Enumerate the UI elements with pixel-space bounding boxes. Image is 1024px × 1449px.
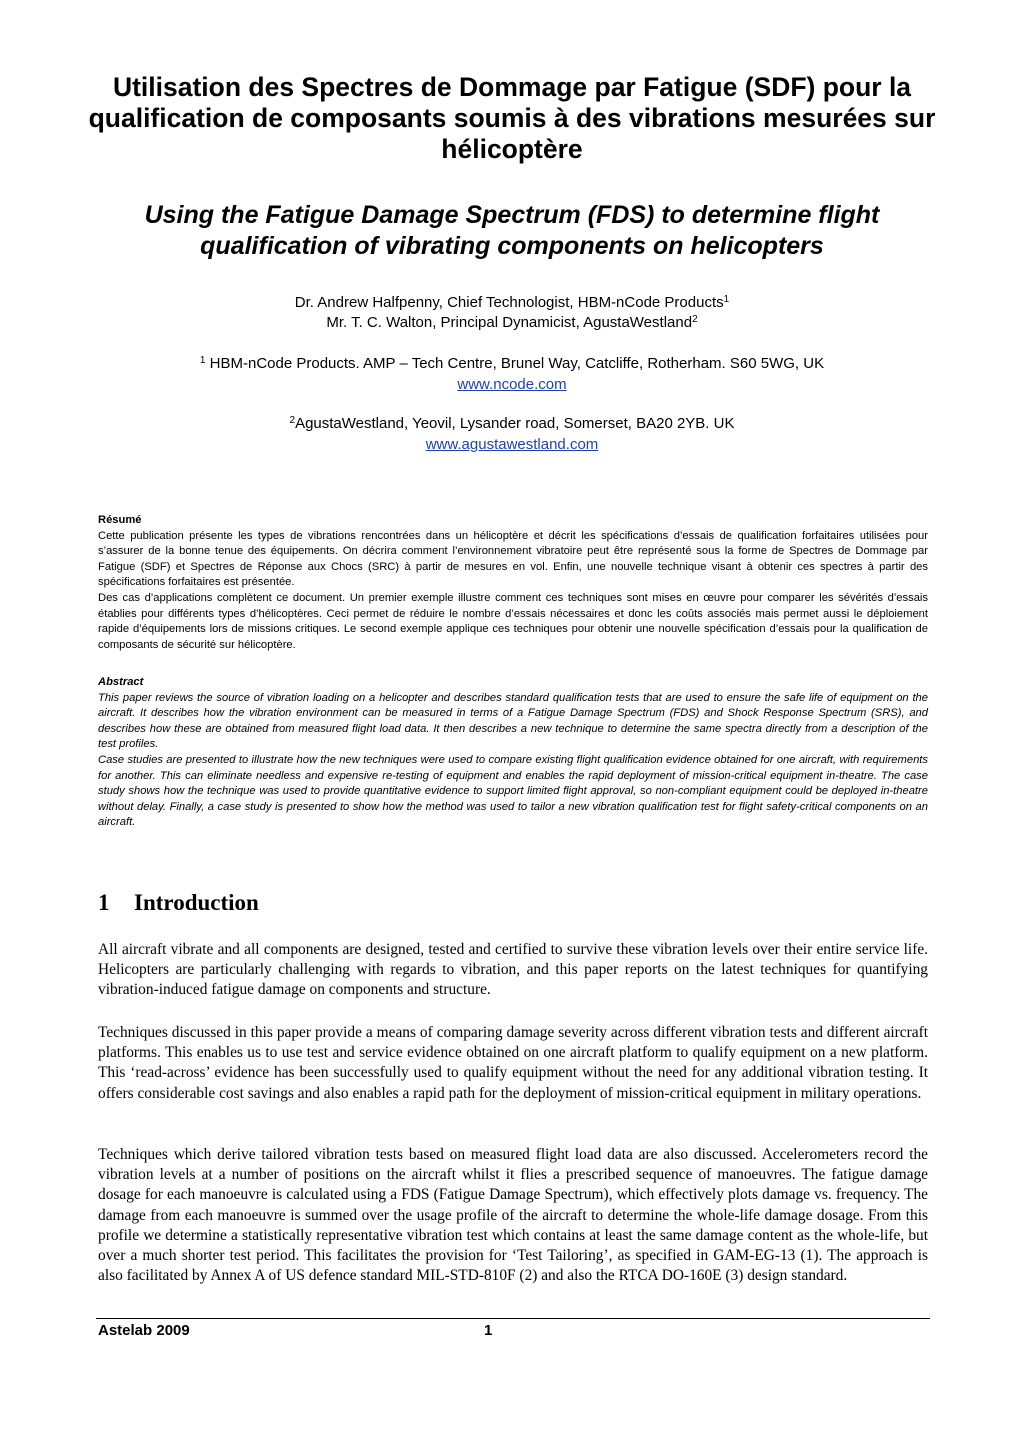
resume-paragraph: Des cas d’applications complètent ce document. Un premier exemple illustre comment ces techniques sont mises en œuvre pour comparer les sévérités d’essais établies pour différents types d’hélicoptères. Ceci permet de réduire le nombre d’essais nécessaires et donc les coûts associés mais permet aussi le déploiement rapide d’équipements lors de missions critiques. Le second exemple applique ces techniques pour obtenir une nouvelle spécification d’essais pour la qualification de composants de sécurité sur hélicoptère. [98, 591, 928, 651]
resume-heading: Résumé [98, 514, 142, 526]
affiliation-1 [80, 353, 944, 395]
title-english: Using the Fatigue Damage Spectrum (FDS) to determine flight qualification of vibrating components on helicopters [144, 201, 880, 260]
body-paragraph: Techniques which derive tailored vibration tests based on measured flight load data are also discussed. Accelerometers record the vibration levels at a number of positions on the aircraft whilst it flies a prescribed sequence of manoeuvres. The fatigue damage dosage for each manoeuvre is calculated using a FDS (Fatigue Damage Spectrum), which effectively plots damage vs. frequency. The damage from each manoeuvre is summed over the usage profile of the aircraft to determine the whole-life damage dosage. From this profile we determine a statistically representative vibration test which contains at least the same damage content as the whole-life, but over a much shorter test period. This facilitates the provision for ‘Test Tailoring’, as specified in GAM-EG-13 (1). The approach is also facilitated by Annex A of US defence standard MIL-STD-810F (2) and also the RTCA DO-160E (3) design standard. [98, 1146, 928, 1285]
resume-block [98, 513, 928, 653]
affiliation-address: AgustaWestland, Yeovil, Lysander road, Somerset, BA20 2YB. UK [295, 415, 735, 432]
affiliation-2 [80, 413, 944, 455]
author-line [80, 313, 944, 333]
abstract-heading: Abstract [98, 676, 144, 688]
author-name: Mr. T. C. Walton, Principal Dynamicist, AgustaWestland [326, 314, 693, 331]
footer-page-number: 1 [484, 1322, 493, 1339]
author-superscript: 1 [723, 294, 730, 305]
authors-block [80, 293, 944, 333]
abstract-paragraph: This paper reviews the source of vibration loading on a helicopter and describes standard qualification tests that are used to ensure the safe life of equipment on the aircraft. It describes how the vibration environment can be measured in terms of a Fatigue Damage Spectrum (FDS) and Shock Response Spectrum (SRS), and describes how these are obtained from measured flight load data. It then describes a new technique to determine the same spectra directly from a description of the test profiles. [98, 691, 928, 751]
section-title: Introduction [134, 890, 259, 915]
resume-paragraph: Cette publication présente les types de vibrations rencontrées dans un hélicoptère et décrit les spécifications d’essais de qualification forfaitaires utilisées pour s’assurer de la bonne tenue des équipements. On décrira comment l’environnement vibratoire peut être représenté sous la forme de Spectres de Dommage par Fatigue (SDF) et Spectres de Réponse aux Chocs (SRC) à partir de mesures en vol. Enfin, une nouvelle technique visant à obtenir ces spectres à partir des spécifications forfaitaires est présentée. [98, 529, 928, 589]
body-paragraph: Techniques discussed in this paper provide a means of comparing damage severity across different vibration tests and different aircraft platforms. This enables us to use test and service evidence obtained on one aircraft platform to qualify equipment on a new platform. This ‘read-across’ evidence has been successfully used to qualify equipment without the need for any additional vibration testing. It offers considerable cost savings and also enables a rapid path for the deployment of mission-critical equipment in military operations. [98, 1024, 928, 1102]
abstract-block [98, 675, 928, 831]
title-french: Utilisation des Spectres de Dommage par Fatigue (SDF) pour la qualification de composants soumis à des vibrations mesurées sur hélicoptère [88, 72, 936, 164]
section-number: 1 [98, 890, 110, 915]
author-line [80, 293, 944, 313]
footer-conference: Astelab 2009 [98, 1322, 190, 1339]
body-paragraph: All aircraft vibrate and all components are designed, tested and certified to survive these vibration levels over their entire service life. Helicopters are particularly challenging with regards to vibration, and this paper reports on the latest techniques for quantifying vibration-induced fatigue damage on components and structure. [98, 941, 928, 999]
footer-divider [96, 1318, 930, 1319]
author-superscript: 2 [692, 314, 698, 325]
affiliation-superscript: 1 [199, 355, 206, 366]
abstract-paragraph: Case studies are presented to illustrate how the new techniques were used to compare existing flight qualification evidence obtained for one aircraft, with requirements for another. This can eliminate needless and expensive re-testing of equipment and enables the rapid deployment of mission-critical equipment in-theatre. The case study shows how the technique was used to provide quantitative evidence to support limited flight approval, so non-compliant equipment could be deployed in-theatre without delay. Finally, a case study is presented to show how the method was used to tailor a new vibration qualification test for flight safety-critical components on an aircraft. [98, 753, 928, 829]
affiliation-url-link[interactable]: www.ncode.com [457, 376, 567, 393]
author-name: Dr. Andrew Halfpenny, Chief Technologist, HBM-nCode Products [294, 294, 724, 311]
affiliation-address: HBM-nCode Products. AMP – Tech Centre, Brunel Way, Catcliffe, Rotherham. S60 5WG, UK [205, 355, 825, 372]
section-heading [98, 888, 259, 918]
affiliation-url-link[interactable]: www.agustawestland.com [425, 436, 599, 453]
affiliation-superscript: 2 [289, 415, 296, 426]
